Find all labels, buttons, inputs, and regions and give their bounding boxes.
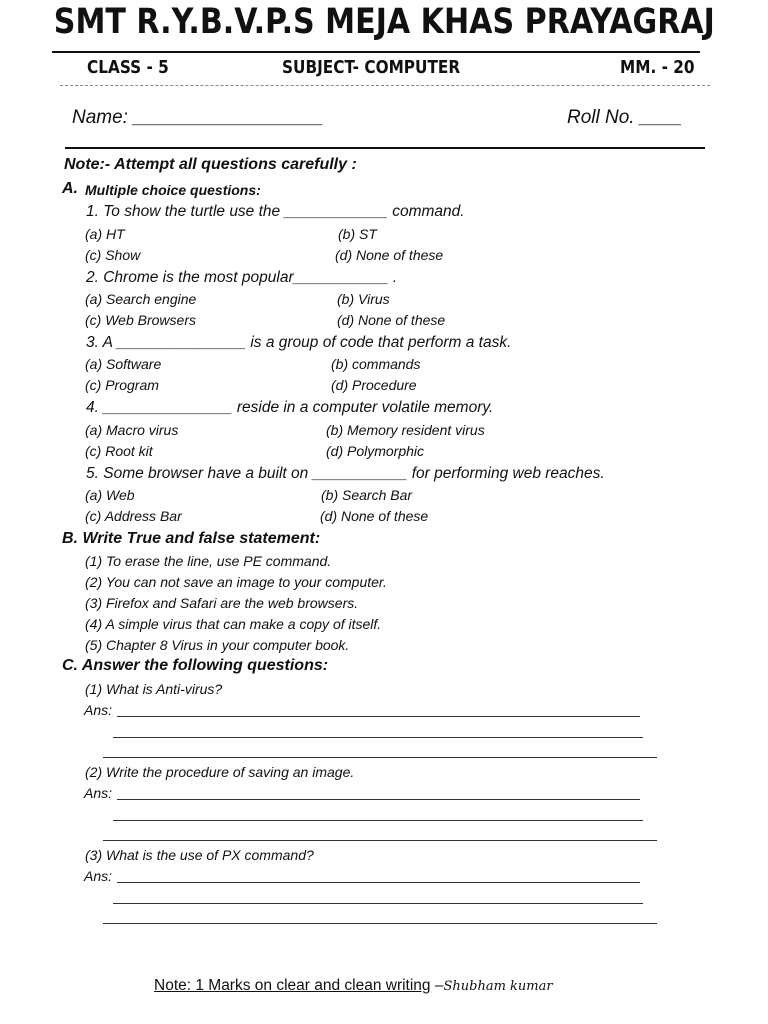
mcq-1-option-a: (a) HT [85, 226, 125, 242]
answer-line-1a [117, 716, 640, 717]
mcq-1-option-c: (c) Show [85, 247, 141, 263]
mcq-4-option-d: (d) Polymorphic [326, 443, 425, 459]
mcq-question-4: 4. _______________ reside in a computer volatile memory. [86, 399, 494, 416]
true-false-item-2: (2) You can not save an image to your computer. [85, 574, 387, 590]
footer-note [154, 977, 553, 995]
max-marks-label: MM. - 20 [620, 57, 695, 78]
mcq-2-option-a: (a) Search engine [85, 291, 197, 307]
answer-line-2a [117, 799, 640, 800]
mcq-question-5: 5. Some browser have a built on ___________ for performing web reaches. [86, 465, 605, 482]
answer-question-3: (3) What is the use of PX command? [85, 847, 314, 863]
mcq-2-option-b: (b) Virus [337, 291, 390, 307]
mcq-5-option-d: (d) None of these [320, 508, 429, 524]
mcq-2-option-c: (c) Web Browsers [85, 312, 196, 328]
mcq-4-option-b: (b) Memory resident virus [326, 422, 485, 438]
mcq-5-option-b: (b) Search Bar [321, 487, 413, 503]
mcq-question-3: 3. A _______________ is a group of code that perform a task. [86, 334, 512, 351]
student-info-rule [65, 147, 705, 149]
answer-question-2: (2) Write the procedure of saving an image. [85, 764, 355, 780]
school-name: SMT R.Y.B.V.P.S MEJA KHAS PRAYAGRAJ [53, 2, 715, 42]
mcq-4-option-c: (c) Root kit [85, 443, 153, 459]
mcq-3-option-b: (b) commands [331, 356, 421, 372]
answer-line-3a [117, 882, 640, 883]
answer-label-1: Ans: [84, 702, 113, 718]
true-false-item-4: (4) A simple virus that can make a copy of itself. [85, 616, 382, 632]
mcq-2-option-d: (d) None of these [337, 312, 446, 328]
mcq-question-2: 2. Chrome is the most popular___________ . [86, 269, 398, 286]
section-a-letter: A. [62, 180, 78, 197]
mcq-1-option-b: (b) ST [338, 226, 377, 242]
answer-line-1c [103, 757, 657, 758]
teacher-signature: Shubham kumar [443, 979, 553, 994]
mcq-3-option-d: (d) Procedure [331, 377, 417, 393]
footer-dash: – [430, 977, 444, 994]
section-a-title: Multiple choice questions: [85, 182, 261, 198]
answer-line-3b [113, 903, 643, 904]
answer-line-1b [113, 737, 643, 738]
mcq-3-option-a: (a) Software [85, 356, 162, 372]
section-b-title: B. Write True and false statement: [62, 530, 321, 547]
class-label: CLASS - 5 [87, 57, 169, 78]
answer-line-3c [103, 923, 657, 924]
answer-line-2b [113, 820, 643, 821]
answer-label-2: Ans: [84, 785, 113, 801]
answer-label-3: Ans: [84, 868, 113, 884]
instructions-note: Note:- Attempt all questions carefully : [64, 156, 357, 173]
true-false-item-5: (5) Chapter 8 Virus in your computer book. [85, 637, 350, 653]
mcq-5-option-c: (c) Address Bar [85, 508, 182, 524]
section-c-title: C. Answer the following questions: [62, 657, 329, 674]
name-field: Name: __________________ [72, 107, 324, 128]
true-false-item-1: (1) To erase the line, use PE command. [85, 553, 332, 569]
dashed-divider [60, 85, 710, 86]
mcq-question-1: 1. To show the turtle use the ____________ command. [86, 203, 465, 220]
answer-line-2c [103, 840, 657, 841]
true-false-item-3: (3) Firefox and Safari are the web browsers. [85, 595, 359, 611]
mcq-1-option-d: (d) None of these [335, 247, 444, 263]
subject-label: SUBJECT- COMPUTER [282, 57, 461, 78]
mcq-5-option-a: (a) Web [85, 487, 135, 503]
header-rule [52, 51, 700, 53]
footer-note-text: Note: 1 Marks on clear and clean writing [154, 977, 431, 994]
mcq-4-option-a: (a) Macro virus [85, 422, 179, 438]
mcq-3-option-c: (c) Program [85, 377, 159, 393]
roll-number-field: Roll No. ____ [567, 107, 683, 128]
answer-question-1: (1) What is Anti-virus? [85, 681, 223, 697]
